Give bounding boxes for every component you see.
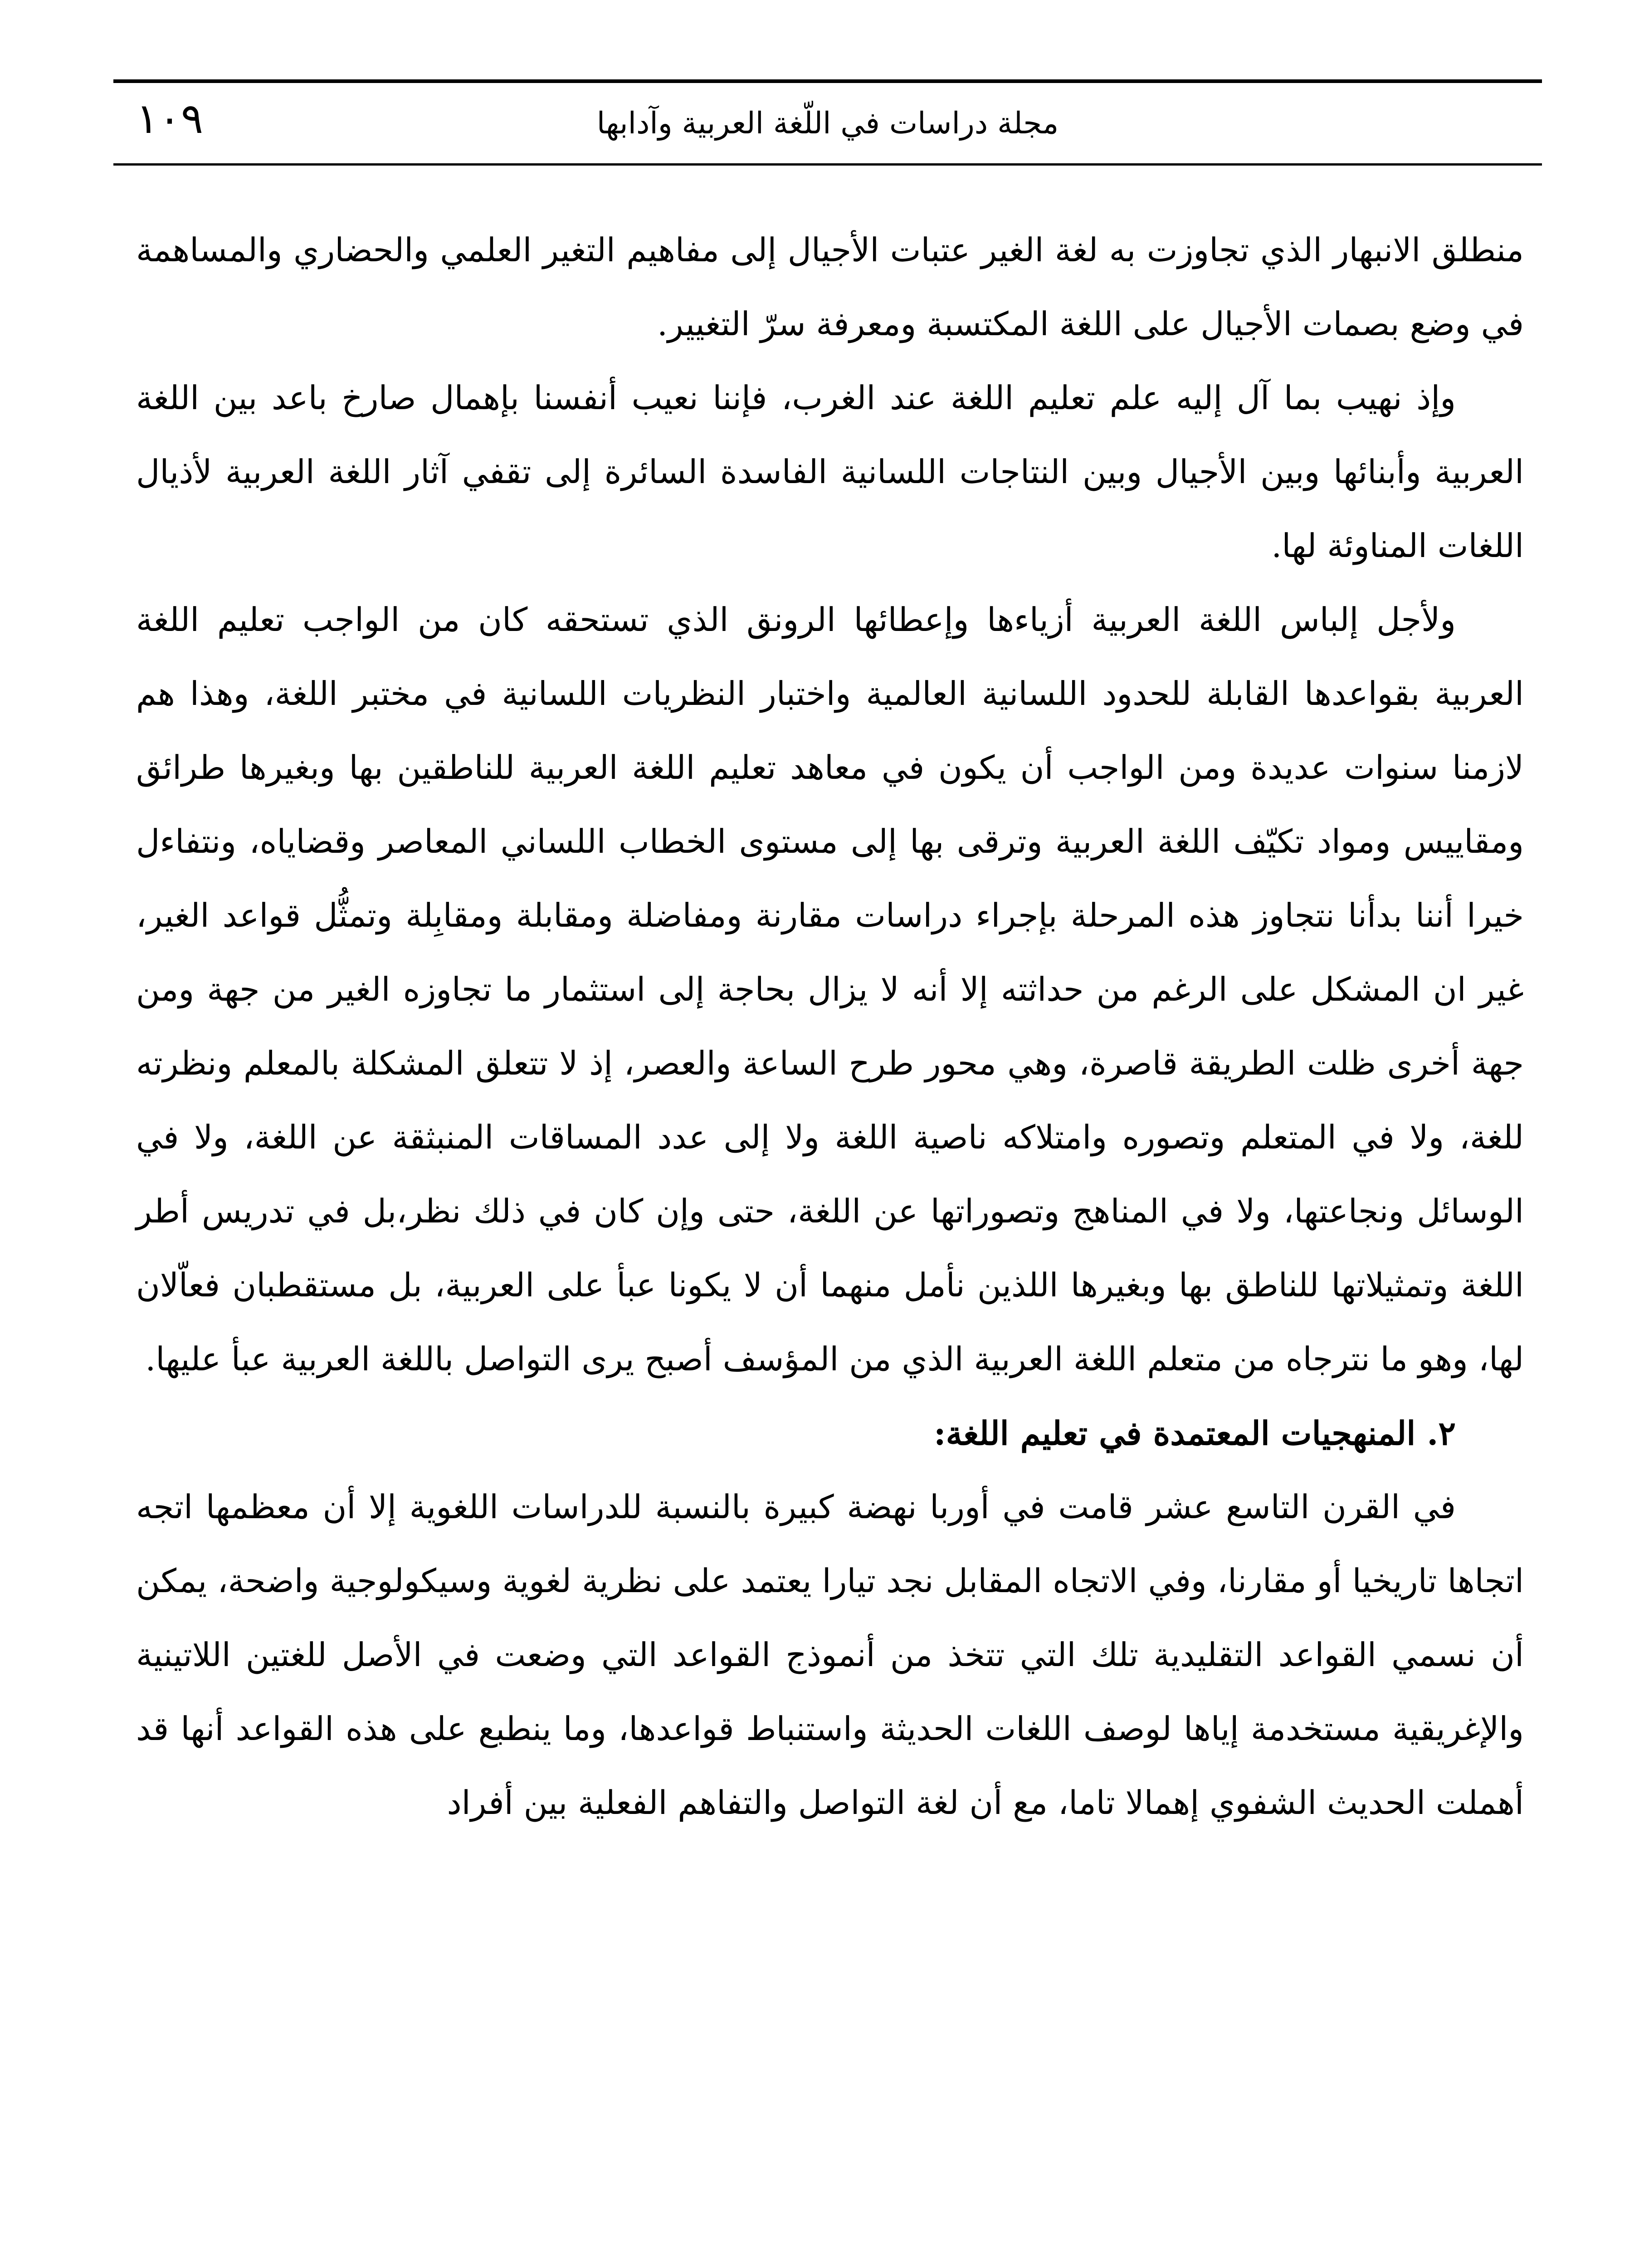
paragraph: وإذ نهيب بما آل إليه علم تعليم اللغة عند الغرب، فإننا نعيب أنفسنا بإهمال صارخ باعد بين اللغة العربية وأبنائها وبين الأجيال وبين النتاجات اللسانية الفاسدة السائرة إلى تقفي آثار اللغة العربية لأذيال اللغات المناوئة لها. — [136, 379, 1524, 565]
journal-title: مجلة دراسات في اللّغة العربية وآدابها — [596, 106, 1059, 141]
section-heading: ٢. المنهجيات المعتمدة في تعليم اللغة: — [933, 1414, 1456, 1452]
body-text — [136, 213, 1524, 1840]
paragraph: ولأجل إلباس اللغة العربية أزياءها وإعطائها الرونق الذي تستحقه كان من الواجب تعليم اللغة العربية بقواعدها القابلة للحدود اللسانية العالمية واختبار النظريات اللسانية في مختبر اللغة، وهذا هم لازمنا سنوات عديدة ومن الواجب أن يكون في معاهد تعليم اللغة العربية للناطقين بها وبغيرها طرائق ومقاييس ومواد تكيّف اللغة العربية وترقى بها إلى مستوى الخطاب اللساني المعاصر وقضاياه، ونتفاءل خيرا أننا بدأنا نتجاوز هذه المرحلة بإجراء دراسات مقارنة ومفاضلة ومقابلة ومقابِلة وتمثُّل قواعد الغير، غير ان المشكل على الرغم من حداثته إلا أنه لا يزال بحاجة إلى استثمار ما تجاوزه الغير من جهة ومن جهة أخرى ظلت الطريقة قاصرة، وهي محور طرح الساعة والعصر، إذ لا تتعلق المشكلة بالمعلم ونظرته للغة، ولا في المتعلم وتصوره وامتلاكه ناصية اللغة ولا إلى عدد المساقات المنبثقة عن اللغة، ولا في الوسائل ونجاعتها، ولا في المناهج وتصوراتها عن اللغة، حتى وإن كان في ذلك نظر،بل في تدريس أطر اللغة وتمثيلاتها للناطق بها وبغيرها اللذين نأمل منهما أن لا يكونا عبأ على العربية، بل مستقطبان فعاّلان لها، وهو ما نترجاه من متعلم اللغة العربية الذي من المؤسف أصبح يرى التواصل باللغة العربية عبأ عليها. — [136, 601, 1524, 1378]
paragraph: في القرن التاسع عشر قامت في أوربا نهضة كبيرة بالنسبة للدراسات اللغوية إلا أن معظمها اتجه اتجاها تاريخيا أو مقارنا، وفي الاتجاه المقابل نجد تيارا يعتمد على نظرية لغوية وسيكولوجية واضحة، يمكن أن نسمي القواعد التقليدية تلك التي تتخذ من أنموذج القواعد التي وضعت في الأصل للغتين اللاتينية والإغريقية مستخدمة إياها لوصف اللغات الحديثة واستنباط قواعدها، وما ينطبع على هذه القواعد أنها قد أهملت الحديث الشفوي إهمالا تاما، مع أن لغة التواصل والتفاهم الفعلية بين أفراد — [136, 1488, 1524, 1822]
paragraph-continuation: منطلق الانبهار الذي تجاوزت به لغة الغير عتبات الأجيال إلى مفاهيم التغير العلمي والحضاري والمساهمة في وضع بصمات الأجيال على اللغة المكتسبة ومعرفة سرّ التغيير. — [136, 231, 1524, 343]
page-header — [113, 79, 1542, 166]
page-number: ١٠٩ — [136, 94, 204, 143]
